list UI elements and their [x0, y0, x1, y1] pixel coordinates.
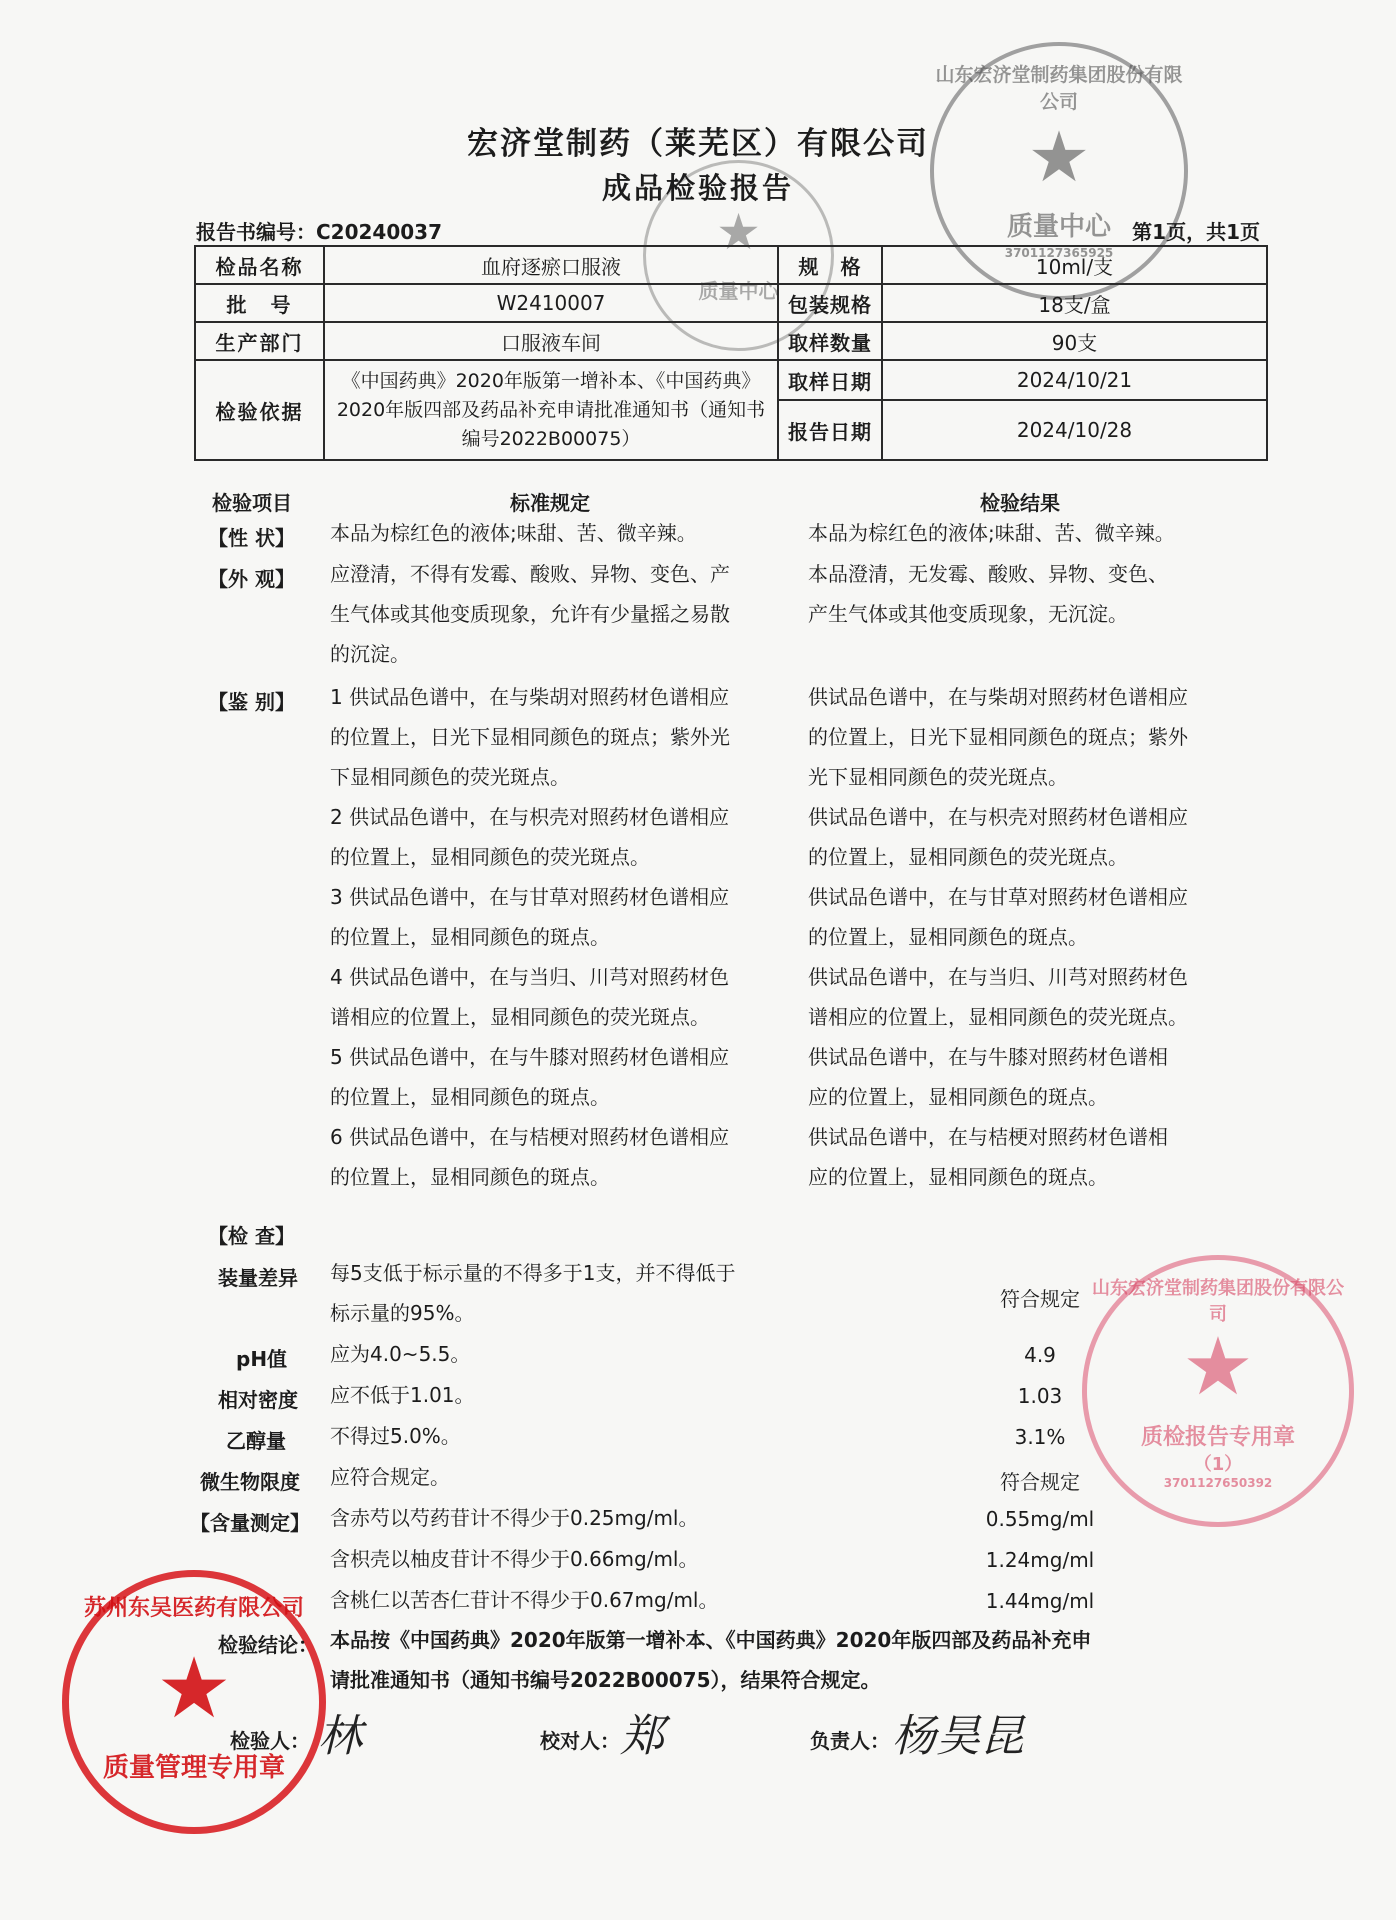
sample-date-label: 取样日期 [778, 360, 882, 400]
text-line: 的位置上，显相同颜色的斑点。 [808, 925, 1088, 949]
text-line: 光下显相同颜色的荧光斑点。 [808, 765, 1068, 789]
inspector-signature: 林 [318, 1711, 362, 1762]
identification-standard [330, 677, 730, 1197]
text-line: 供试品色谱中，在与甘草对照药材色谱相应 [808, 885, 1188, 909]
characters-result: 本品为棕红色的液体;味甜、苦、微辛辣。 [808, 521, 1175, 545]
basis-value: 《中国药典》2020年版第一增补本、《中国药典》2020年版四部及药品补充申请批准通知书（通知书编号2022B00075） [324, 360, 778, 460]
text-line: 的位置上，日光下显相同颜色的斑点；紫外 [808, 725, 1188, 749]
stamp-sub-text: （1） [1193, 1454, 1243, 1475]
batch-value: W2410007 [324, 284, 778, 322]
density-result: 1.03 [1017, 1384, 1063, 1408]
text-line: 标示量的95%。 [330, 1301, 475, 1325]
sample-qty-label: 取样数量 [778, 322, 882, 360]
text-line: 供试品色谱中，在与当归、川芎对照药材色 [808, 965, 1188, 989]
document-title: 成品检验报告 [601, 171, 794, 205]
star-icon: ★ [1027, 116, 1091, 198]
text-line: 应澄清，不得有发霉、酸败、异物、变色、产 [330, 562, 730, 586]
text-line: 3 供试品色谱中，在与甘草对照药材色谱相应 [330, 885, 730, 909]
inspector-label: 检验人： [230, 1729, 310, 1753]
text-line: 5 供试品色谱中，在与牛膝对照药材色谱相应 [330, 1045, 730, 1069]
stamp-center-text: 质量中心 [1006, 212, 1111, 242]
text-line: 的位置上，显相同颜色的斑点。 [330, 1085, 610, 1109]
star-icon: ★ [156, 1639, 232, 1737]
text-line: 每5支低于标示量的不得多于1支，并不得低于 [330, 1261, 736, 1285]
text-line: 的位置上，显相同颜色的荧光斑点。 [808, 845, 1128, 869]
density-item: 相对密度 [218, 1388, 298, 1412]
text-line: 的位置上，显相同颜色的荧光斑点。 [330, 845, 650, 869]
star-icon: ★ [1182, 1320, 1254, 1413]
col-standard-header: 标准规定 [510, 491, 590, 515]
assay-result-1: 0.55mg/ml [985, 1507, 1095, 1531]
text-line: 的沉淀。 [330, 642, 410, 666]
responsible-signature: 杨昊昆 [892, 1711, 1024, 1762]
package-value: 18支/盒 [882, 284, 1267, 322]
text-line: 供试品色谱中，在与桔梗对照药材色谱相 [808, 1125, 1168, 1149]
text-line: 下显相同颜色的荧光斑点。 [330, 765, 570, 789]
stamp-center-text: 质检报告专用章 [1140, 1425, 1295, 1450]
text-line: 的位置上，显相同颜色的斑点。 [330, 1165, 610, 1189]
buyer-qa-stamp [62, 1570, 326, 1834]
spec-value: 10ml/支 [882, 246, 1267, 284]
ph-item: pH值 [236, 1347, 288, 1371]
text-line: 本品按《中国药典》2020年版第一增补本、《中国药典》2020年版四部及药品补充申 [330, 1628, 1092, 1652]
fill-variation-result: 符合规定 [1000, 1287, 1080, 1311]
checker-signature: 郑 [620, 1711, 664, 1762]
characters-label: 【性 状】 [208, 526, 295, 550]
fill-variation-standard [330, 1253, 735, 1333]
text-line: 谱相应的位置上，显相同颜色的荧光斑点。 [808, 1005, 1188, 1029]
product-name-value: 血府逐瘀口服液 [324, 246, 778, 284]
checker-label: 校对人： [540, 1729, 620, 1753]
stamp-ring-text: 苏州东吴医药有限公司 [83, 1596, 304, 1621]
text-line: 1 供试品色谱中，在与柴胡对照药材色谱相应 [330, 685, 730, 709]
dept-label: 生产部门 [195, 322, 324, 360]
ph-standard: 应为4.0~5.5。 [330, 1342, 471, 1366]
stamp-code: 3701127365925 [1004, 246, 1114, 260]
report-number-label: 报告书编号： [196, 220, 316, 244]
text-line: 应的位置上，显相同颜色的斑点。 [808, 1085, 1108, 1109]
text-line: 的位置上，日光下显相同颜色的斑点；紫外光 [330, 725, 730, 749]
assay-result-3: 1.44mg/ml [985, 1589, 1095, 1613]
assay-label: 【含量测定】 [190, 1511, 310, 1535]
assay-standard-2: 含枳壳以柚皮苷计不得少于0.66mg/ml。 [330, 1547, 699, 1571]
product-name-label: 检品名称 [195, 246, 324, 284]
text-line: 的位置上，显相同颜色的斑点。 [330, 925, 610, 949]
star-icon: ★ [716, 203, 761, 261]
stamp-ring-text: 山东宏济堂制药集团股份有限公司 [935, 64, 1183, 113]
stamp-ring-text: 山东宏济堂制药集团股份有限公司 [1092, 1278, 1344, 1325]
text-line: 谱相应的位置上，显相同颜色的荧光斑点。 [330, 1005, 710, 1029]
basis-label: 检验依据 [195, 360, 324, 460]
sample-date-value: 2024/10/21 [882, 360, 1267, 400]
fill-variation-item: 装量差异 [218, 1266, 298, 1290]
text-line: 供试品色谱中，在与枳壳对照药材色谱相应 [808, 805, 1188, 829]
company-name: 宏济堂制药（莱芜区）有限公司 [467, 126, 929, 162]
text-line: 4 供试品色谱中，在与当归、川芎对照药材色 [330, 965, 730, 989]
qc-report-stamp [1082, 1255, 1354, 1527]
text-line: 供试品色谱中，在与牛膝对照药材色谱相 [808, 1045, 1168, 1069]
spec-label: 规 格 [778, 246, 882, 284]
appearance-result [808, 554, 1168, 634]
responsible-label: 负责人： [810, 1729, 890, 1753]
appearance-standard [330, 554, 730, 674]
identification-result [808, 677, 1188, 1197]
product-info-table [194, 245, 1268, 461]
text-line: 6 供试品色谱中，在与桔梗对照药材色谱相应 [330, 1125, 730, 1149]
assay-standard-1: 含赤芍以芍药苷计不得少于0.25mg/ml。 [330, 1506, 699, 1530]
text-line: 2 供试品色谱中，在与枳壳对照药材色谱相应 [330, 805, 730, 829]
characters-standard: 本品为棕红色的液体;味甜、苦、微辛辣。 [330, 521, 697, 545]
text-line: 供试品色谱中，在与柴胡对照药材色谱相应 [808, 685, 1188, 709]
appearance-label: 【外 观】 [208, 567, 295, 591]
text-line: 本品澄清，无发霉、酸败、异物、变色、 [808, 562, 1168, 586]
microbial-standard: 应符合规定。 [330, 1465, 450, 1489]
report-date-label: 报告日期 [778, 400, 882, 460]
ethanol-result: 3.1% [1014, 1425, 1066, 1449]
text-line: 应的位置上，显相同颜色的斑点。 [808, 1165, 1108, 1189]
conclusion-label: 检验结论： [218, 1633, 318, 1657]
density-standard: 应不低于1.01。 [330, 1383, 475, 1407]
text-line: 产生气体或其他变质现象，无沉淀。 [808, 602, 1128, 626]
identification-label: 【鉴 别】 [208, 690, 295, 714]
conclusion-text [330, 1620, 1091, 1700]
sample-qty-value: 90支 [882, 322, 1267, 360]
microbial-item: 微生物限度 [200, 1470, 300, 1494]
assay-standard-3: 含桃仁以苦杏仁苷计不得少于0.67mg/ml。 [330, 1588, 719, 1612]
dept-value: 口服液车间 [324, 322, 778, 360]
report-date-value: 2024/10/28 [882, 400, 1267, 460]
page-info: 第1页，共1页 [1132, 220, 1260, 244]
ethanol-item: 乙醇量 [226, 1429, 286, 1453]
ph-result: 4.9 [1024, 1343, 1056, 1367]
stamp-center-text: 质量中心 [698, 279, 779, 303]
stamp-code: 3701127650392 [1163, 1476, 1273, 1490]
batch-label: 批 号 [195, 284, 324, 322]
microbial-result: 符合规定 [1000, 1470, 1080, 1494]
text-line: 生气体或其他变质现象，允许有少量摇之易散 [330, 602, 730, 626]
stamp-center-text: 质量管理专用章 [102, 1753, 285, 1783]
assay-result-2: 1.24mg/ml [985, 1548, 1095, 1572]
col-item-header: 检验项目 [212, 491, 292, 515]
text-line: 请批准通知书（通知书编号2022B00075），结果符合规定。 [330, 1668, 881, 1692]
package-label: 包装规格 [778, 284, 882, 322]
report-number-value: C20240037 [316, 220, 443, 244]
report-number [196, 216, 442, 245]
checks-label: 【检 查】 [208, 1224, 295, 1248]
ethanol-standard: 不得过5.0%。 [330, 1424, 461, 1448]
col-result-header: 检验结果 [980, 491, 1060, 515]
